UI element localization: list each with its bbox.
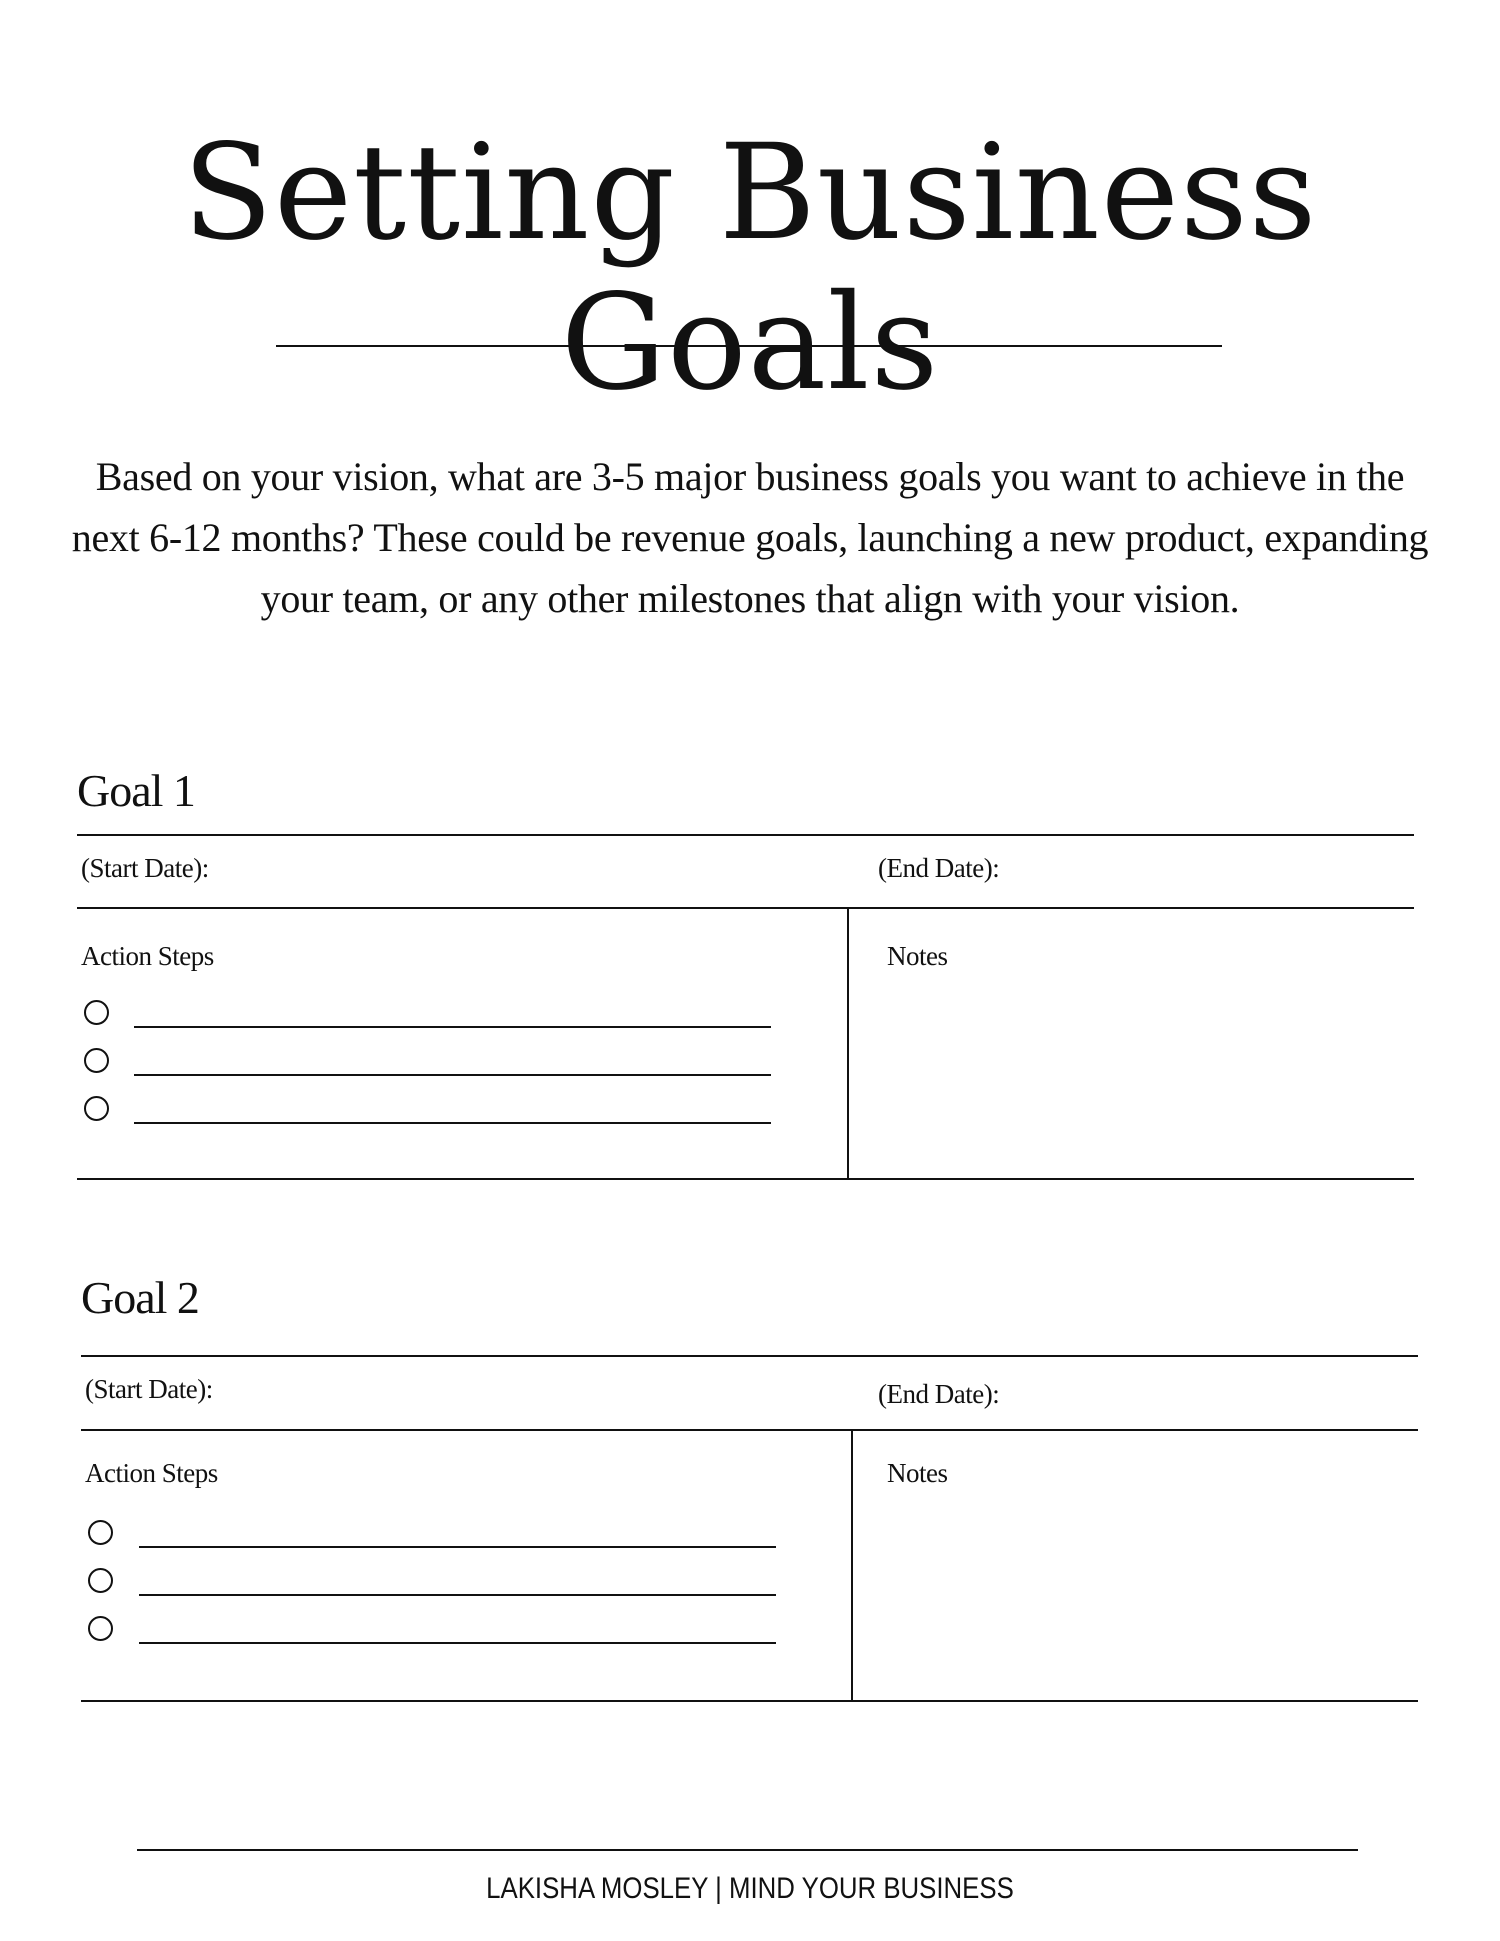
- title-divider: [276, 345, 1222, 347]
- goal-2-top-rule: [81, 1355, 1418, 1357]
- footer-text: LAKISHA MOSLEY | MIND YOUR BUSINESS: [486, 1872, 1014, 1905]
- goal-1-start-date-label: (Start Date):: [81, 853, 209, 883]
- goal-1-top-rule: [77, 834, 1414, 836]
- footer-divider: [137, 1849, 1358, 1851]
- goal-1-step-2-checkbox[interactable]: [84, 1048, 109, 1073]
- goal-2-start-date-label: (Start Date):: [85, 1374, 213, 1404]
- intro-text: Based on your vision, what are 3-5 major business goals you want to achieve in the next 6-12 months? These could be revenue goals, launching a new product, expanding your team, or any other milestones that align with your vision.: [71, 454, 1429, 621]
- goal-1-notes-label: Notes: [887, 941, 948, 971]
- goal-2-step-3-line[interactable]: [139, 1642, 776, 1644]
- goal-1-label: Goal 1: [77, 765, 195, 816]
- goal-1-step-3-line[interactable]: [134, 1122, 771, 1124]
- goal-1-bottom-rule: [77, 1178, 1414, 1180]
- goal-2-date-rule: [81, 1429, 1418, 1431]
- goal-1-step-2-line[interactable]: [134, 1074, 771, 1076]
- goal-2-step-3-checkbox[interactable]: [88, 1616, 113, 1641]
- goal-1-step-1-line[interactable]: [134, 1026, 771, 1028]
- goal-2-step-1-checkbox[interactable]: [88, 1520, 113, 1545]
- goal-2-notes-label: Notes: [887, 1458, 948, 1488]
- goal-2-end-date-label: (End Date):: [878, 1379, 1000, 1409]
- goal-1-action-steps-label: Action Steps: [81, 941, 214, 971]
- goal-2-label: Goal 2: [81, 1272, 199, 1323]
- goal-1-notes-area[interactable]: [849, 980, 1414, 1178]
- page-title: Setting Business Goals: [182, 116, 1318, 420]
- goal-1-step-3-checkbox[interactable]: [84, 1096, 109, 1121]
- goal-2-step-2-line[interactable]: [139, 1594, 776, 1596]
- goal-2-bottom-rule: [81, 1700, 1418, 1702]
- goal-1-date-rule: [77, 907, 1414, 909]
- goal-2-notes-area[interactable]: [853, 1500, 1418, 1700]
- goal-1-end-date-label: (End Date):: [878, 853, 1000, 883]
- goal-2-action-steps-label: Action Steps: [85, 1458, 218, 1488]
- goal-1-step-1-checkbox[interactable]: [84, 1000, 109, 1025]
- goal-2-step-2-checkbox[interactable]: [88, 1568, 113, 1593]
- goal-2-step-1-line[interactable]: [139, 1546, 776, 1548]
